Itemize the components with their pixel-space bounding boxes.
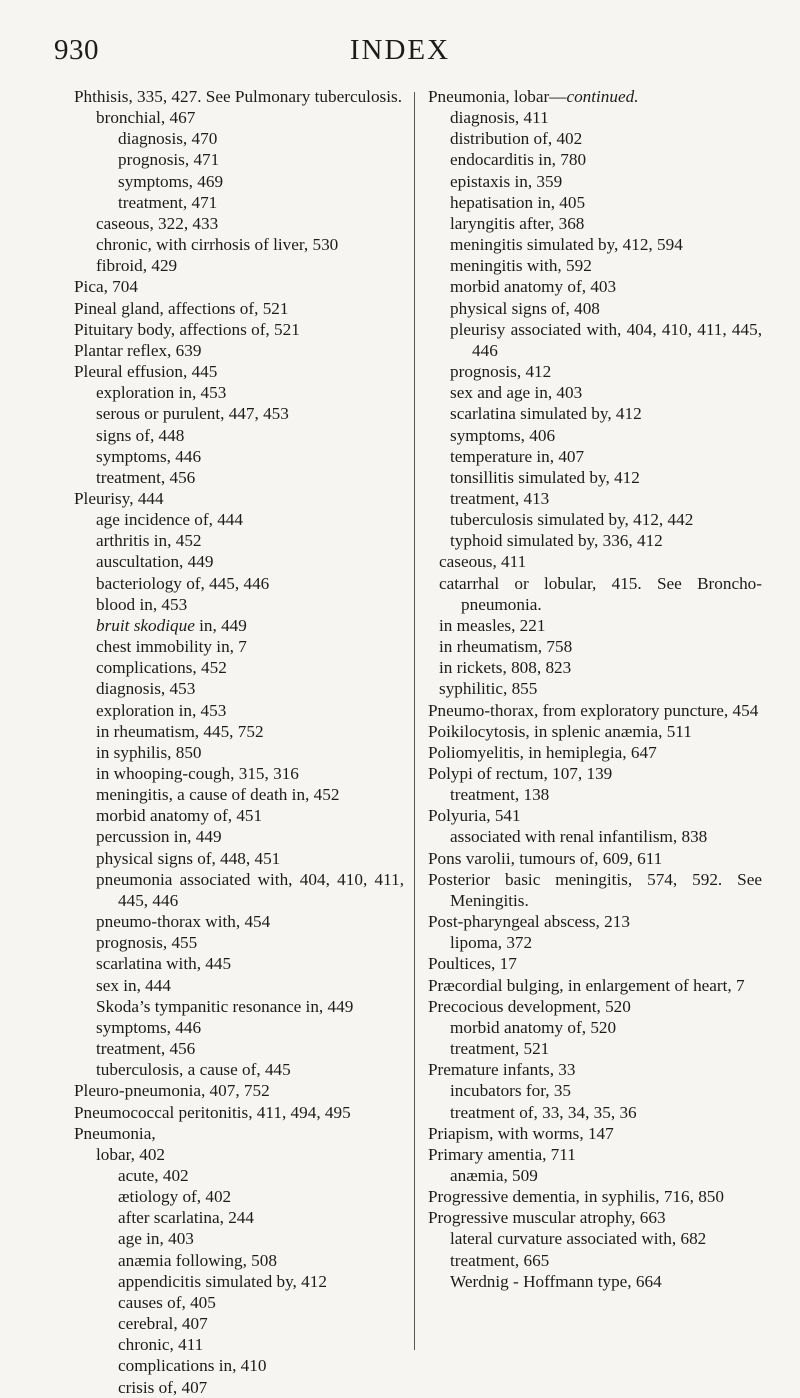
index-entry: bronchial, 467 [96, 108, 196, 128]
index-entry: prognosis, 455 [96, 933, 198, 953]
index-entry: Poultices, 17 [428, 954, 517, 974]
index-entry: symptoms, 446 [96, 1017, 202, 1037]
index-entry: in rheumatism, 445, 752 [96, 721, 264, 741]
index-entry: exploration in, 453 [96, 700, 227, 720]
index-entry: treatment, 413 [450, 488, 550, 508]
index-entry: diagnosis, 453 [96, 679, 196, 699]
index-entry: in rickets, 808, 823 [439, 658, 572, 678]
index-column-left [74, 86, 404, 1398]
index-entry: associated with renal infantilism, 838 [450, 827, 708, 847]
index-entry: serous or purulent, 447, 453 [96, 404, 289, 424]
index-entry: pneumonia associated with, 404, 410, 411, 445, 446 [96, 869, 404, 910]
index-entry: scarlatina simulated by, 412 [450, 404, 642, 424]
index-entry: lipoma, 372 [450, 933, 533, 953]
index-entry: in measles, 221 [439, 615, 546, 635]
index-entry: Pituitary body, affections of, 521 [74, 319, 300, 339]
index-entry: Progressive muscular atrophy, 663 [428, 1208, 666, 1228]
index-entry: anæmia, 509 [450, 1165, 538, 1185]
index-entry: diagnosis, 411 [450, 108, 549, 128]
index-entry: acute, 402 [118, 1165, 189, 1185]
index-entry: treatment, 665 [450, 1250, 550, 1270]
index-entry: appendicitis simulated by, 412 [118, 1271, 327, 1291]
index-entry: meningitis simulated by, 412, 594 [450, 235, 683, 255]
index-entry: cerebral, 407 [118, 1314, 208, 1334]
index-entry: laryngitis after, 368 [450, 213, 585, 233]
index-entry: caseous, 411 [439, 552, 527, 572]
index-entry: Post-pharyngeal abscess, 213 [428, 912, 630, 932]
index-entry: age in, 403 [118, 1229, 194, 1249]
index-entry: symptoms, 406 [450, 425, 556, 445]
index-entry: chronic, with cirrhosis of liver, 530 [96, 235, 339, 255]
index-entry: sex and age in, 403 [450, 383, 583, 403]
index-entry: ætiology of, 402 [118, 1187, 232, 1207]
index-entry: incubators for, 35 [450, 1081, 572, 1101]
index-entry: temperature in, 407 [450, 446, 585, 466]
index-entry: bruit skodique in, 449 [96, 615, 247, 635]
index-entry: Pineal gland, affections of, 521 [74, 298, 289, 318]
index-entry: treatment, 456 [96, 1039, 196, 1059]
index-entry: treatment, 456 [96, 467, 196, 487]
index-entry: in syphilis, 850 [96, 742, 202, 762]
index-entry: physical signs of, 448, 451 [96, 848, 281, 868]
index-entry: arthritis in, 452 [96, 531, 202, 551]
index-entry: in rheumatism, 758 [439, 637, 573, 657]
index-entry: Pleural effusion, 445 [74, 362, 218, 382]
index-entry: Progressive dementia, in syphilis, 716, 850 [428, 1187, 724, 1207]
index-entry: percussion in, 449 [96, 827, 222, 847]
index-entry: tonsillitis simulated by, 412 [450, 467, 640, 487]
index-entry: morbid anatomy of, 520 [450, 1017, 617, 1037]
index-entry: syphilitic, 855 [439, 679, 538, 699]
index-entry: prognosis, 412 [450, 362, 552, 382]
index-entry: Pneumonia, lobar—continued. [428, 87, 639, 106]
index-entry: caseous, 322, 433 [96, 213, 219, 233]
index-entry: endocarditis in, 780 [450, 150, 587, 170]
index-entry: chest immobility in, 7 [96, 637, 247, 657]
index-entry: lateral curvature associated with, 682 [450, 1229, 707, 1249]
index-entry: epistaxis in, 359 [450, 171, 563, 191]
index-entry: bacteriology of, 445, 446 [96, 573, 270, 593]
index-entry: signs of, 448 [96, 425, 185, 445]
index-entry: Priapism, with worms, 147 [428, 1123, 614, 1143]
index-entry: anæmia following, 508 [118, 1250, 277, 1270]
index-entry: scarlatina with, 445 [96, 954, 232, 974]
index-entry: hepatisation in, 405 [450, 192, 586, 212]
index-entry: after scarlatina, 244 [118, 1208, 254, 1228]
index-entry: tuberculosis, a cause of, 445 [96, 1060, 291, 1080]
index-entry: pleurisy associated with, 404, 410, 411, 445, 446 [450, 319, 762, 360]
index-entry: Posterior basic meningitis, 574, 592. See Meningitis. [428, 869, 762, 910]
index-entry: meningitis, a cause of death in, 452 [96, 785, 340, 805]
index-entry: typhoid simulated by, 336, 412 [450, 531, 663, 551]
index-entry: treatment, 138 [450, 785, 550, 805]
index-entry: Poikilocytosis, in splenic anæmia, 511 [428, 721, 692, 741]
index-entry: diagnosis, 470 [118, 129, 218, 149]
index-entry: morbid anatomy of, 403 [450, 277, 617, 297]
index-entry: Skoda’s tympanitic resonance in, 449 [96, 996, 354, 1016]
index-entry: treatment, 521 [450, 1039, 550, 1059]
page-number: 930 [54, 34, 99, 66]
index-entry: in whooping-cough, 315, 316 [96, 764, 299, 783]
column-divider [414, 92, 415, 1350]
index-entry: morbid anatomy of, 451 [96, 806, 263, 826]
index-entry: chronic, 411 [118, 1335, 204, 1355]
index-entry: causes of, 405 [118, 1292, 216, 1312]
index-entry: complications, 452 [96, 658, 227, 678]
index-entry: Polyuria, 541 [428, 806, 521, 826]
index-entry: lobar, 402 [96, 1144, 166, 1164]
index-entry: Poliomyelitis, in hemiplegia, 647 [428, 742, 657, 762]
index-entry: Pica, 704 [74, 277, 138, 297]
index-entry: Pleuro-pneumonia, 407, 752 [74, 1081, 270, 1101]
index-entry: Werdnig - Hoffmann type, 664 [450, 1271, 662, 1291]
index-entry: Precocious development, 520 [428, 996, 631, 1016]
index-entry: prognosis, 471 [118, 150, 220, 170]
index-entry: sex in, 444 [96, 975, 171, 995]
index-entry: Premature infants, 33 [428, 1060, 576, 1080]
index-entry: exploration in, 453 [96, 383, 227, 403]
index-entry: Primary amentia, 711 [428, 1144, 576, 1164]
index-entry: Pneumonia, [74, 1123, 156, 1143]
index-entry: Pleurisy, 444 [74, 488, 164, 508]
index-entry: treatment, 471 [118, 192, 218, 212]
index-entry: tuberculosis simulated by, 412, 442 [450, 510, 694, 530]
index-entry: crisis of, 407 [118, 1377, 208, 1397]
index-entry: pneumo-thorax with, 454 [96, 912, 271, 932]
index-entry: Plantar reflex, 639 [74, 340, 202, 360]
index-entry: meningitis with, 592 [450, 256, 592, 276]
index-entry: complications in, 410 [118, 1356, 267, 1376]
index-column-right [428, 86, 762, 1292]
index-entry: treatment of, 33, 34, 35, 36 [450, 1102, 637, 1122]
index-entry: Pons varolii, tumours of, 609, 611 [428, 848, 663, 868]
index-entry: blood in, 453 [96, 594, 188, 614]
running-head-title: INDEX [349, 34, 451, 66]
index-entry: catarrhal or lobular, 415. See Broncho-pneumonia. [439, 573, 762, 614]
index-entry: Pneumo-thorax, from exploratory puncture, 454 [428, 700, 759, 720]
index-entry: physical signs of, 408 [450, 298, 600, 318]
index-entry: symptoms, 446 [96, 446, 202, 466]
index-entry: Polypi of rectum, 107, 139 [428, 764, 613, 783]
index-entry: Pneumococcal peritonitis, 411, 494, 495 [74, 1102, 351, 1122]
index-entry: symptoms, 469 [118, 171, 224, 191]
index-entry: distribution of, 402 [450, 129, 583, 149]
index-entry: fibroid, 429 [96, 256, 178, 276]
index-entry: age incidence of, 444 [96, 510, 243, 530]
index-entry: Phthisis, 335, 427. See Pulmonary tuberculosis. [74, 87, 402, 106]
index-entry: Præcordial bulging, in enlargement of heart, 7 [428, 975, 745, 995]
index-entry: auscultation, 449 [96, 552, 214, 572]
